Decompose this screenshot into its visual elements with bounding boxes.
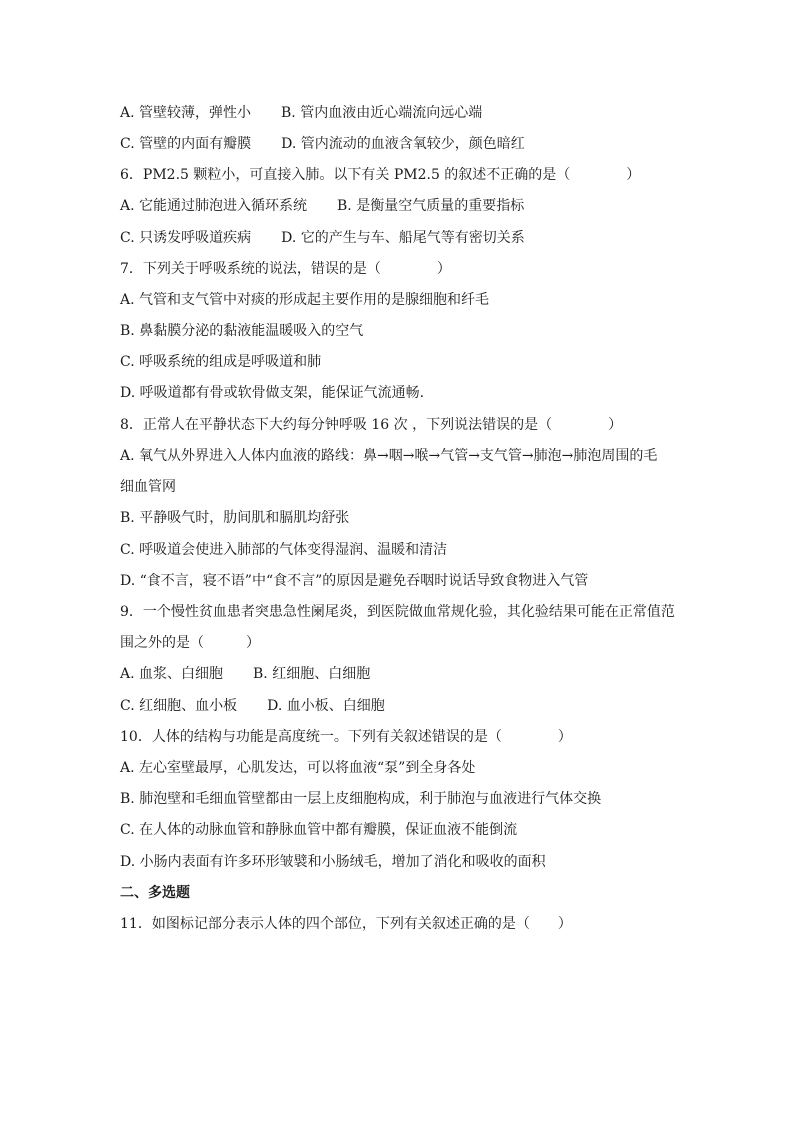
q10-stem: 10．人体的结构与功能是高度统一。下列有关叙述错误的是（ ） xyxy=(120,729,572,745)
q6-option-c: C. 只诱发呼吸道疾病 xyxy=(120,230,252,246)
q8-option-a-line1: A. 氧气从外界进入人体内血液的路线：鼻→咽→喉→气管→支气管→肺泡→肺泡周围的毛 xyxy=(120,448,658,464)
q9-options-ab xyxy=(120,665,370,683)
q7-option-b: B. 鼻黏膜分泌的黏液能温暖吸入的空气 xyxy=(120,323,364,339)
q7-option-c: C. 呼吸系统的组成是呼吸道和肺 xyxy=(120,354,322,370)
q11-stem: 11．如图标记部分表示人体的四个部位，下列有关叙述正确的是（ ） xyxy=(120,916,572,932)
q7-option-d: D. 呼吸道都有骨或软骨做支架，能保证气流通畅. xyxy=(120,385,425,401)
q9-stem-line1: 9．一个慢性贫血患者突患急性阑尾炎，到医院做血常规化验，其化验结果可能在正常值范 xyxy=(120,604,675,620)
q7-option-a: A. 气管和支气管中对痰的形成起主要作用的是腺细胞和纤毛 xyxy=(120,292,490,308)
q9-options-cd xyxy=(120,697,385,715)
section-heading: 二、多选题 xyxy=(120,885,190,901)
q6-options-cd xyxy=(120,229,525,247)
q5-option-b: B. 管内血液由近心端流向远心端 xyxy=(281,105,483,121)
q8-option-c: C. 呼吸道会使进入肺部的气体变得湿润、温暖和清洁 xyxy=(120,542,448,558)
q6-option-b: B. 是衡量空气质量的重要指标 xyxy=(337,198,525,214)
q6-options-ab xyxy=(120,197,524,215)
q9-option-c: C. 红细胞、血小板 xyxy=(120,698,238,714)
q8-stem: 8．正常人在平静状态下大约每分钟呼吸 16 次 ，下列说法错误的是（ ） xyxy=(120,417,623,433)
q9-option-b: B. 红细胞、白细胞 xyxy=(253,666,371,682)
q7-stem: 7．下列关于呼吸系统的说法，错误的是（ ） xyxy=(120,261,451,277)
q8-option-d: D. “食不言，寝不语”中“食不言”的原因是避免吞咽时说话导致食物进入气管 xyxy=(120,573,589,589)
q5-option-a: A. 管壁较薄，弹性小 xyxy=(120,105,252,121)
q8-option-b: B. 平静吸气时，肋间肌和膈肌均舒张 xyxy=(120,510,350,526)
q10-option-a: A. 左心室壁最厚，心肌发达，可以将血液“泵”到全身各处 xyxy=(120,760,476,776)
q5-options-cd xyxy=(120,135,525,153)
q6-stem: 6．PM2.5 颗粒小，可直接入肺。以下有关 PM2.5 的叙述不正确的是（ ） xyxy=(120,167,641,183)
q9-option-a: A. 血浆、白细胞 xyxy=(120,666,224,682)
q5-option-c: C. 管壁的内面有瓣膜 xyxy=(120,136,252,152)
q5-option-d: D. 管内流动的血液含氧较少，颜色暗红 xyxy=(281,136,525,152)
q9-stem-line2: 围之外的是（ ） xyxy=(120,635,260,651)
q6-option-a: A. 它能通过肺泡进入循环系统 xyxy=(120,198,308,214)
q8-option-a-line2: 细血管网 xyxy=(120,479,176,495)
q5-options-ab xyxy=(120,104,482,122)
q10-option-c: C. 在人体的动脉血管和静脉血管中都有瓣膜，保证血液不能倒流 xyxy=(120,822,518,838)
q6-option-d: D. 它的产生与车、船尾气等有密切关系 xyxy=(281,230,525,246)
q10-option-d: D. 小肠内表面有许多环形皱襞和小肠绒毛，增加了消化和吸收的面积 xyxy=(120,854,546,870)
q9-option-d: D. 血小板、白细胞 xyxy=(267,698,385,714)
q10-option-b: B. 肺泡壁和毛细血管壁都由一层上皮细胞构成，利于肺泡与血液进行气体交换 xyxy=(120,791,602,807)
